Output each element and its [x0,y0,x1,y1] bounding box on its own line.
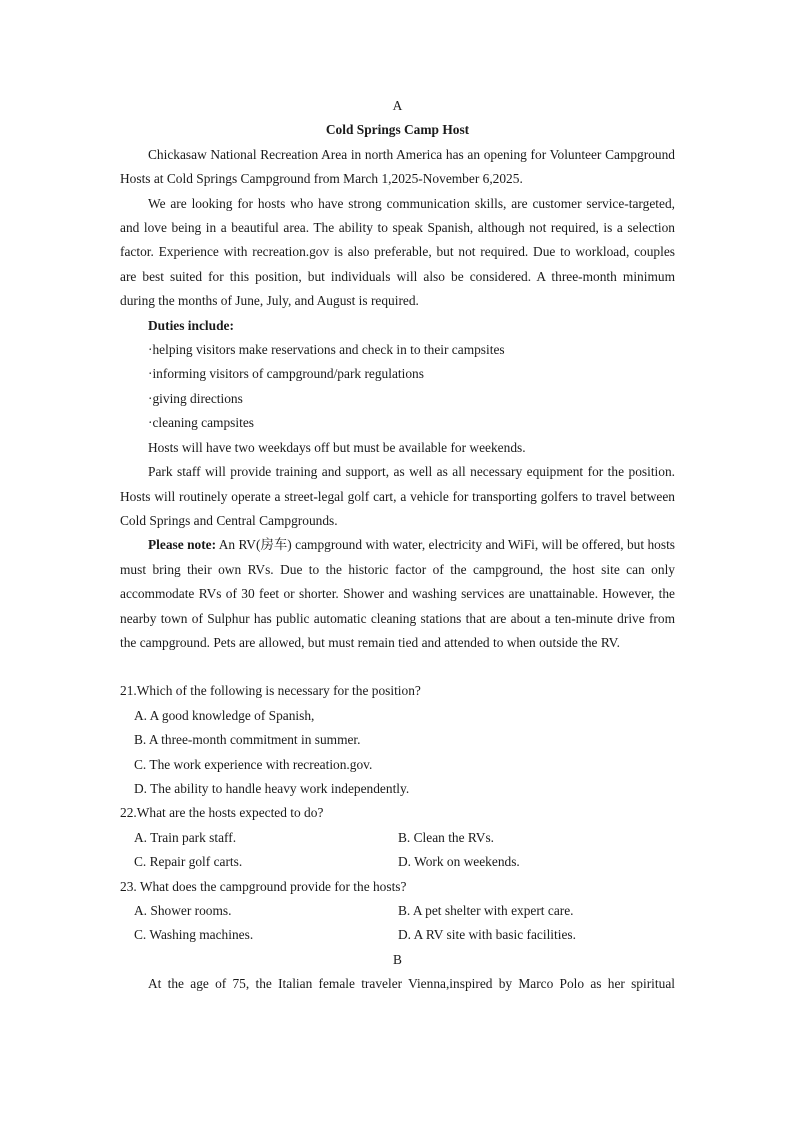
document-page [120,94,675,997]
duty-item: ·helping visitors make reservations and check in to their campsites [148,342,505,358]
options-22-row-2 [120,850,675,874]
options-22-row-1 [120,826,675,850]
passage-title: Cold Springs Camp Host [325,122,470,138]
option-23-a: A. Shower rooms. [134,903,232,918]
duty-item: ·cleaning campsites [148,415,254,431]
option-21-a: A. A good knowledge of Spanish, [134,707,315,723]
schedule-paragraph: Hosts will have two weekdays off but must be available for weekends. [148,439,526,455]
option-23-c: C. Washing machines. [134,927,254,943]
note-text: An RV(房车) campground with water, electricity and WiFi, will be offered, but hosts must bring their own RVs. Due to the historic factor of the campground, the host site can only accommodate RVs of 30 feet or shorter. Shower and washing services are unattainable. However, the nearby town of Sulphur has public automatic cleaning stations that are about a ten-minute drive from the campground. Pets are allowed, but must remain tied and attended to when outside the RV. [120,537,676,650]
requirements-paragraph: We are looking for hosts who have strong communication skills, are customer service-targeted, and love being in a beautiful area. The ability to speak Spanish, although not required, is a selection factor. Experience with recreation.gov is also preferable, but not required. Due to workload, couples are best suited for this position, but individuals will also be considered. A three-month minimum during the months of June, July, and August is required. [120,195,675,309]
note-paragraph [120,533,675,655]
options-23-row-2 [120,923,675,947]
training-paragraph: Park staff will provide training and support, as well as all necessary equipment for the position. Hosts will routinely operate a street-legal golf cart, a vehicle for transporting golfers to travel between Cold Springs and Central Campgrounds. [120,464,675,528]
question-22: 22.What are the hosts expected to do? [120,805,324,821]
intro-paragraph: Chickasaw National Recreation Area in north America has an opening for Volunteer Campground Hosts at Cold Springs Campground from March 1,2025-November 6,2025. [120,146,675,187]
section-b-label: B [393,951,402,967]
note-label: Please note: [148,537,217,553]
question-23: 23. What does the campground provide for the hosts? [120,878,407,894]
option-22-b: B. Clean the RVs. [398,829,495,845]
option-22-a: A. Train park staff. [134,829,237,845]
section-b-paragraph: At the age of 75, the Italian female traveler Vienna,inspired by Marco Polo as her spiritual [148,976,675,992]
section-a-label: A [392,98,403,113]
option-22-d: D. Work on weekends. [398,854,520,870]
option-21-c: C. The work experience with recreation.gov. [134,756,373,772]
option-23-b: B. A pet shelter with expert care. [398,903,574,918]
option-22-c: C. Repair golf carts. [134,854,243,870]
duties-heading: Duties include: [148,317,234,333]
duty-item: ·giving directions [148,390,243,406]
option-21-b: B. A three-month commitment in summer. [134,732,361,748]
option-21-d: D. The ability to handle heavy work independently. [134,780,410,796]
options-23-row-1 [120,899,675,923]
question-21: 21.Which of the following is necessary for the position? [120,683,421,699]
duty-item: ·informing visitors of campground/park regulations [148,366,424,382]
option-23-d: D. A RV site with basic facilities. [398,927,576,943]
